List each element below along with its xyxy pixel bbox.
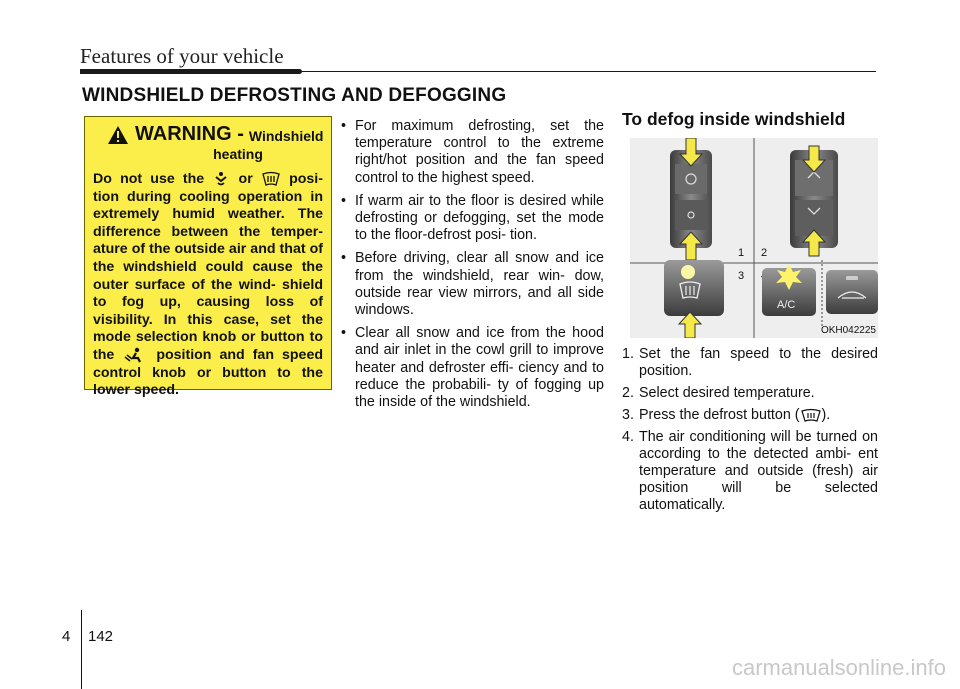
warning-heading [107, 123, 323, 146]
defrost-icon [261, 171, 281, 187]
figure-label-1: 1 [738, 247, 745, 259]
warning-text-4: position and fan speed control knob or button to the lower speed. [93, 346, 323, 399]
warning-heading-1: Windshield [248, 128, 324, 144]
section-title: WINDSHIELD DEFROSTING AND DEFOGGING [82, 85, 507, 106]
ac-label: A/C [777, 299, 796, 311]
figure-caption: OKH042225 [820, 325, 876, 336]
step-text [639, 407, 878, 424]
list-item: • Before driving, clear all snow and ice from the windshield, rear win- dow, outside rear view mirrors, and all side windows. [340, 250, 604, 319]
warning-label: WARNING - [135, 123, 244, 145]
warning-heading-2: heating [213, 146, 263, 162]
step-text: Set the fan speed to the desired position. [639, 346, 878, 379]
figure-label-3: 3 [738, 270, 745, 282]
control-figure [630, 138, 878, 338]
defog-title: To defog inside windshield [622, 109, 846, 129]
page-number: 142 [88, 628, 114, 645]
watermark: carmanualsonline.info [731, 655, 946, 680]
step-text-before: Press the defrost button ( [639, 407, 800, 423]
tips-list [340, 118, 604, 417]
header-bar [80, 69, 302, 74]
step-text: The air conditioning will be turned on according to the detected ambi- ent temperature and outside (fresh) air position will be selected automatically. [639, 429, 878, 513]
warning-text-3: posi- tion during cooling operation in extremely humid weather. The difference between the temper- ature of the outside air and that of the windshield could cause the outer surface of the wind- shield to fog up, causing loss of visibility. In this case, set the mode selection knob or button to the [93, 171, 323, 363]
defog-steps [622, 346, 878, 519]
step-text: Select desired temperature. [639, 385, 815, 401]
step-text-after: ). [821, 407, 831, 423]
warning-text-2: or [238, 171, 253, 187]
list-item: • If warm air to the floor is desired while defrosting or defogging, set the mode to the floor-defrost posi- tion. [340, 193, 604, 245]
footer-chapter: 4 [62, 628, 71, 645]
step-number: 2. [622, 385, 634, 401]
header-title: Features of your vehicle [80, 44, 284, 68]
control-panel-illustration [630, 138, 878, 338]
warning-box [84, 116, 332, 399]
floor-mode-icon [122, 347, 148, 363]
list-item: • For maximum defrosting, set the temperature control to the extreme right/hot position and the fan speed control to the highest speed. [340, 118, 604, 187]
list-item: • Clear all snow and ice from the hood and air inlet in the cowl grill to improve heater and defroster effi- ciency and to reduce the probabili- ty of fogging up the inside of the windshield. [340, 325, 604, 411]
step-number: 3. [622, 407, 634, 423]
warning-triangle-icon [107, 125, 129, 145]
step-number: 1. [622, 346, 634, 362]
warning-text-1: Do not use the [93, 171, 205, 187]
header-rule [302, 71, 876, 72]
figure-label-2: 2 [761, 247, 768, 259]
list-item [622, 407, 878, 424]
footer-divider [81, 610, 82, 689]
floor-defrost-icon [212, 171, 230, 187]
list-item [622, 346, 878, 380]
defrost-icon [800, 408, 822, 423]
step-number: 4. [622, 429, 634, 445]
list-item [622, 429, 878, 514]
warning-text [93, 171, 323, 400]
list-item [622, 385, 878, 402]
